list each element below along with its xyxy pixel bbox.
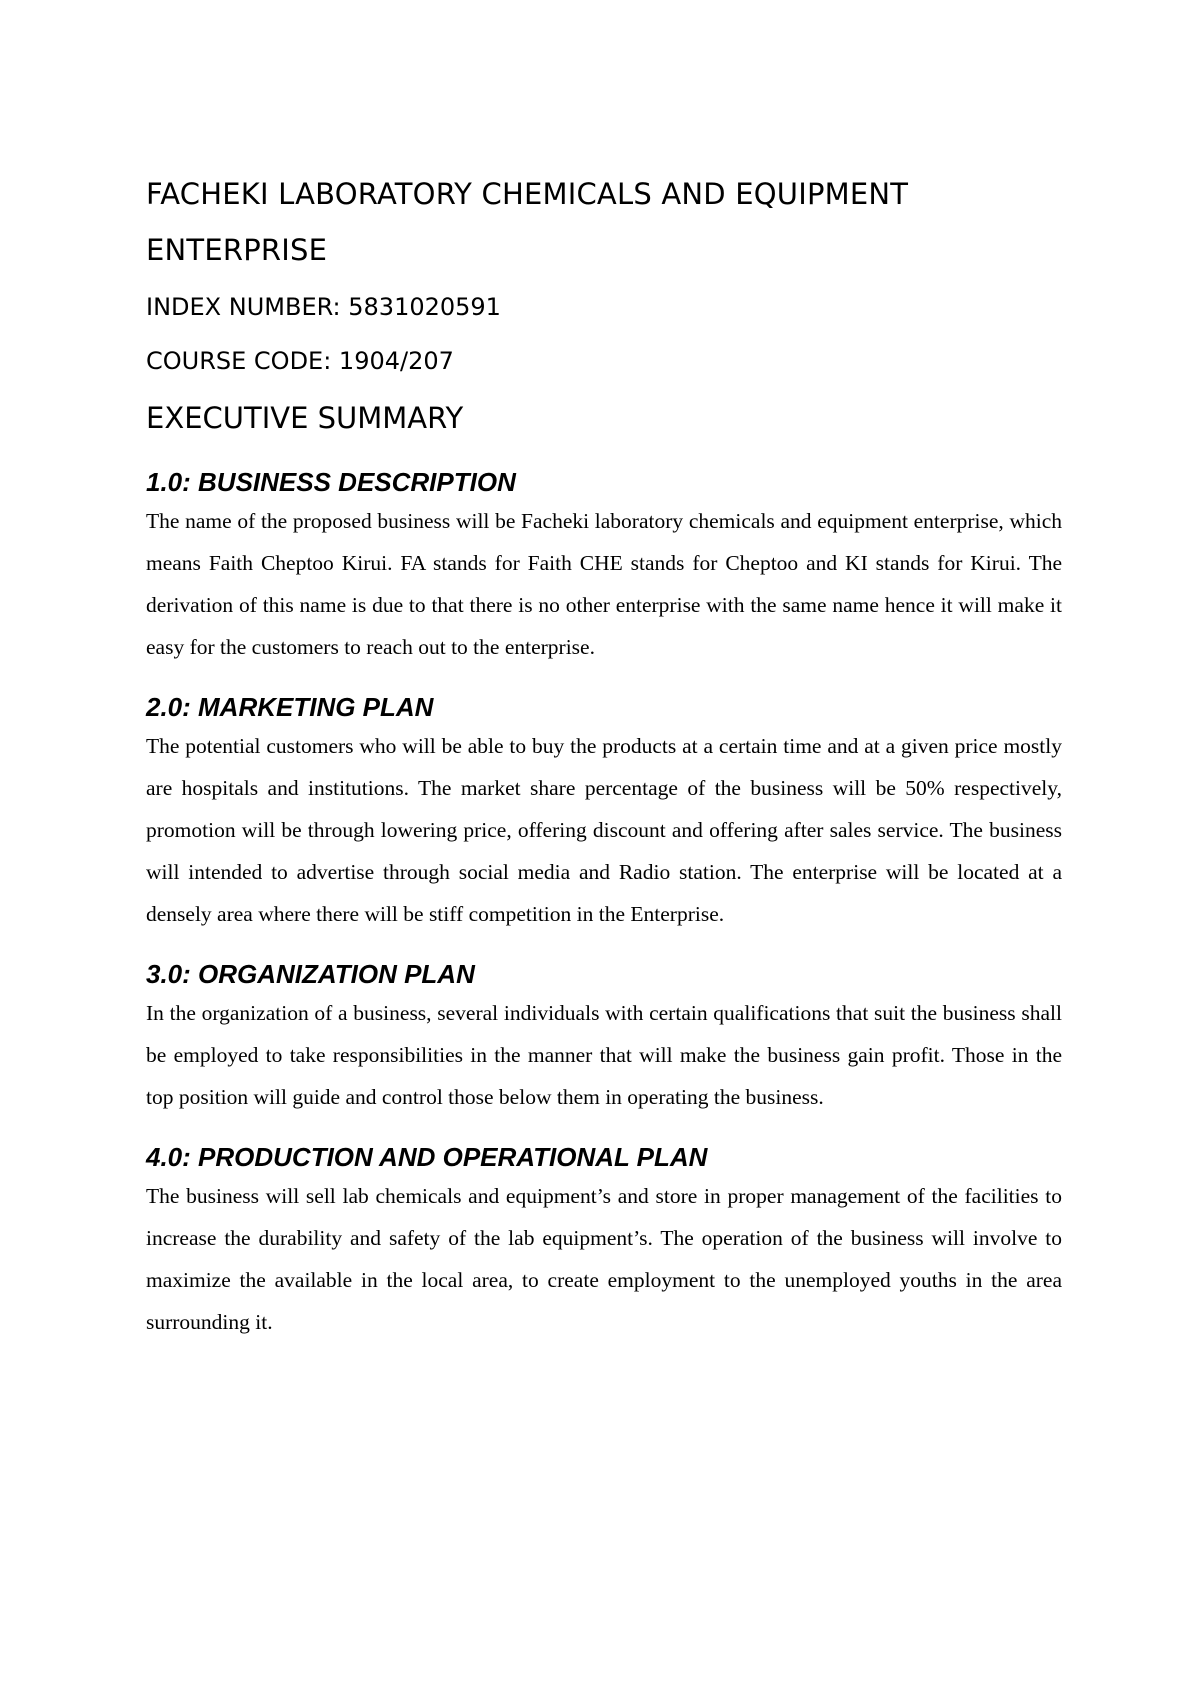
section-body: In the organization of a business, several individuals with certain qualifications that suit the business shall be employed to take responsibilities in the manner that will make the business gain profit. Those in the top position will guide and control those below them in operating the business. xyxy=(146,1001,1062,1109)
executive-summary-heading: EXECUTIVE SUMMARY xyxy=(146,401,464,435)
section-heading: 3.0: ORGANIZATION PLAN xyxy=(146,959,475,989)
section-body: The name of the proposed business will be Facheki laboratory chemicals and equipment enterprise, which means Faith Cheptoo Kirui. FA stands for Faith CHE stands for Cheptoo and KI stands for Kirui. The derivation of this name is due to that there is no other enterprise with the same name hence it will make it easy for the customers to reach out to the enterprise. xyxy=(146,509,1062,659)
document-title: FACHEKI LABORATORY CHEMICALS AND EQUIPMENT ENTERPRISE xyxy=(146,177,909,267)
section-marketing-plan xyxy=(146,691,1062,935)
section-body: The potential customers who will be able to buy the products at a certain time and at a given price mostly are hospitals and institutions. The market share percentage of the business will be 50% respectively, promotion will be through lowering price, offering discount and offering after sales service. The business will intended to advertise through social media and Radio station. The enterprise will be located at a densely area where there will be stiff competition in the Enterprise. xyxy=(146,734,1062,926)
section-organization-plan xyxy=(146,958,1062,1118)
section-production-operational-plan xyxy=(146,1141,1062,1343)
section-heading: 1.0: BUSINESS DESCRIPTION xyxy=(146,467,516,497)
course-code: COURSE CODE: 1904/207 xyxy=(146,347,454,375)
index-number: INDEX NUMBER: 5831020591 xyxy=(146,293,501,321)
section-business-description xyxy=(146,466,1062,668)
section-heading: 4.0: PRODUCTION AND OPERATIONAL PLAN xyxy=(146,1142,708,1172)
document-content xyxy=(146,166,1062,1343)
section-body: The business will sell lab chemicals and equipment’s and store in proper management of the facilities to increase the durability and safety of the lab equipment’s. The operation of the business will involve to maximize the available in the local area, to create employment to the unemployed youths in the area surrounding it. xyxy=(146,1184,1062,1334)
section-heading: 2.0: MARKETING PLAN xyxy=(146,692,434,722)
